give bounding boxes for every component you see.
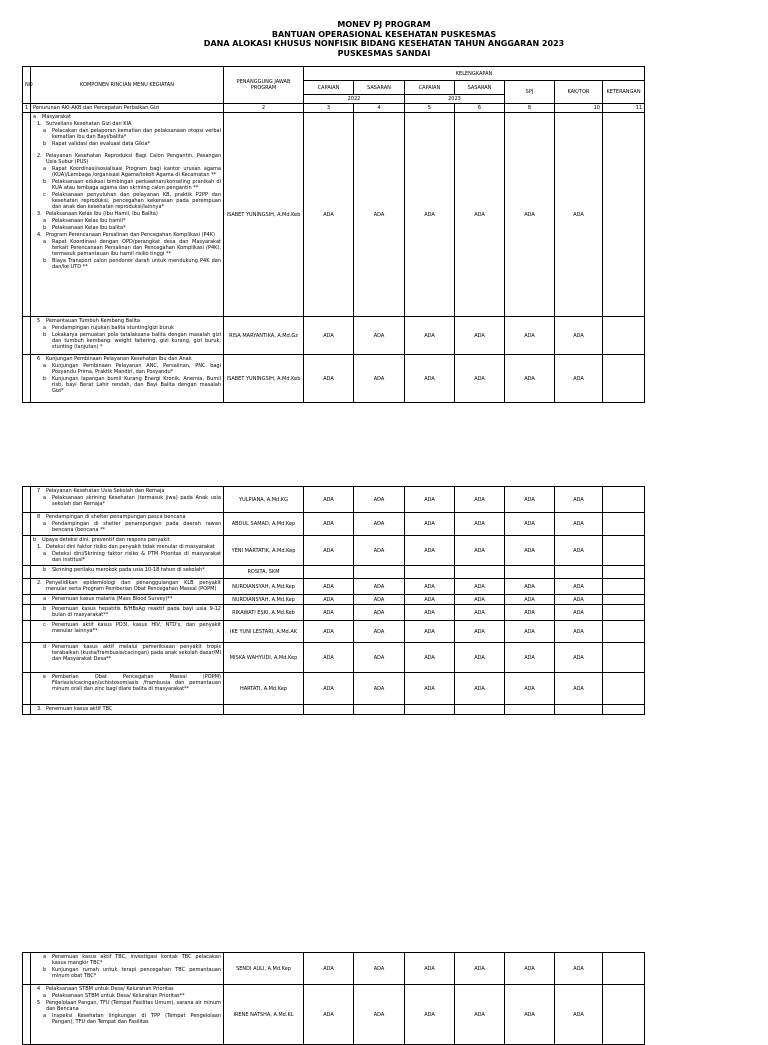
status-cell: ADA	[405, 579, 455, 595]
status-cell: ADA	[555, 953, 603, 985]
title-line4: PUSKESMAS SANDAI	[337, 48, 431, 58]
group-title: Program Perencanaan Persalinan dan Pencegahan Komplikasi (P4K)	[46, 232, 215, 238]
list-item: Pelaksanaan Kelas ibu balita*	[52, 225, 126, 231]
list-item: Biaya Transport calon pendonor darah untuk mendukung P4K dan dan/ke UTD **	[52, 258, 221, 270]
status-cell: ADA	[304, 317, 354, 355]
col-num: 3	[304, 104, 354, 113]
pj-name: ISABET YUNINGSIH, A.Md.Keb	[224, 355, 304, 403]
status-cell: ADA	[405, 621, 455, 643]
list-item: Pelaksanaan STBM untuk Desa/ Kelurahan Prioritas**	[52, 993, 185, 999]
status-cell: ADA	[555, 579, 603, 595]
group-title: Kunjungan Pembinaan Pelayanan Kesehatan Ibu dan Anak	[46, 356, 192, 362]
status-cell: ADA	[405, 643, 455, 673]
list-item: Pelaksanaan Kelas ibu hamil*	[52, 218, 126, 224]
status-cell: ADA	[455, 595, 505, 605]
status-cell: ADA	[555, 536, 603, 566]
status-cell: ADA	[455, 621, 505, 643]
status-cell: ADA	[405, 536, 455, 566]
status-cell: ADA	[354, 536, 405, 566]
pj-name: ROSITA, SKM	[224, 566, 304, 579]
status-cell: ADA	[354, 113, 405, 317]
status-cell: ADA	[304, 487, 354, 513]
status-cell: ADA	[505, 643, 555, 673]
pj-name: NURDIANSYAH, A.Md.Kep	[224, 579, 304, 595]
list-item: Rapat Koordinasi dengan OPD/perangkat desa dan Masyarakat terkait Perencanaan Persalinan dan Pencegahan Komplikasi (P4K), termasuk pemantauan ibu hamil risiko tinggi **	[52, 239, 221, 257]
monev-table-page3	[22, 952, 645, 1045]
status-cell: ADA	[304, 605, 354, 621]
header-spj: SPJ	[505, 81, 555, 104]
header-komponen: KOMPONEN RINCIAN MENU KEGIATAN	[31, 67, 224, 104]
status-cell: ADA	[354, 673, 405, 705]
status-cell: ADA	[405, 985, 455, 1045]
list-item: Rapat Koordinasi/sosialisasi Program bagi kantor urusan agama (KUA)/Lembaga /organisasi Agama/tokoh Agama di Kecamatan **	[52, 166, 221, 178]
status-cell: ADA	[505, 985, 555, 1045]
list-item: Penemuan aktif kasus PD3I, kasus HIV, NTD's, dan penyakit menular lainnya**	[52, 622, 221, 634]
pj-name: HARTATI, A.Md.Kep	[224, 673, 304, 705]
list-item: Kunjungan lapangan bumil Kurang Energi Kronik, Anemia, Bumil risti, bayi Berat Lahir rendah, dan Bayi Balita dengan masalah Gizi*	[52, 376, 221, 394]
status-cell: ADA	[455, 113, 505, 317]
status-cell: ADA	[304, 595, 354, 605]
status-cell: ADA	[455, 953, 505, 985]
status-cell: ADA	[304, 985, 354, 1045]
status-cell: ADA	[304, 579, 354, 595]
status-cell: ADA	[455, 536, 505, 566]
pj-name: YULPIANA, A.Md.KG	[224, 487, 304, 513]
status-cell: ADA	[555, 513, 603, 536]
pj-name: ABDUL SAMAD, A.Md.Kep	[224, 513, 304, 536]
header-sasaran-2022: SASARAN	[354, 81, 405, 95]
list-item: Deteksi dini/Skrining faktor risiko & PTM Prioritas di masyarakat dan institusi*	[52, 551, 221, 563]
status-cell: ADA	[304, 953, 354, 985]
status-cell: ADA	[555, 355, 603, 403]
pj-name: RISA MARYANTIKA, A.Md.Gz	[224, 317, 304, 355]
col-num: 1	[23, 104, 31, 113]
status-cell: ADA	[505, 605, 555, 621]
list-item: Kunjungan Pembinaan Pelayanan ANC, Persalinan, PNC bagi Posyandu Prima, Praktik Mandiri, dan Posyandu*	[52, 363, 221, 375]
col-num: 10	[555, 104, 603, 113]
status-cell: ADA	[455, 673, 505, 705]
list-item: Lokakarya pemuatan pola tatalaksana balita dengan masalah gizi dan tumbuh kembang: weight faltering, gizi kurang, gizi buruk, stunting (lanjutan) *	[52, 332, 221, 350]
status-cell: ADA	[405, 487, 455, 513]
status-cell: ADA	[354, 579, 405, 595]
header-kelengkapan: KELENGKAPAN	[304, 67, 645, 81]
header-pj: PENANGGUNG JAWAB PROGRAM	[224, 67, 304, 104]
status-cell: ADA	[555, 317, 603, 355]
status-cell: ADA	[354, 595, 405, 605]
status-cell: ADA	[304, 673, 354, 705]
status-cell: ADA	[304, 536, 354, 566]
list-item: Penemuan kasus malaria (Mass Blood Survey)**	[52, 596, 173, 602]
status-cell: ADA	[505, 953, 555, 985]
header-no: NO	[23, 67, 31, 104]
status-cell: ADA	[555, 113, 603, 317]
pj-name: IKE YUNI LESTARI, A.Md.AK	[224, 621, 304, 643]
list-item: Penemuan kasus aktif TBC, investigasi kontak TBC pelacakan kasus mangkir TBC*	[52, 954, 221, 966]
status-cell: ADA	[304, 513, 354, 536]
report-title	[0, 20, 768, 58]
status-cell: ADA	[505, 113, 555, 317]
pj-name: MISKA WAHYUDI, A.Md.Kep	[224, 643, 304, 673]
title-line1: MONEV PJ PROGRAM	[337, 20, 431, 29]
status-cell: ADA	[405, 953, 455, 985]
status-cell: ADA	[304, 355, 354, 403]
col-num: 2	[224, 104, 304, 113]
subsection-masyarakat: Masyarakat	[42, 114, 71, 120]
pj-name: ISABET YUNINGSIH, A.Md.Keb	[224, 113, 304, 317]
status-cell: ADA	[505, 355, 555, 403]
list-item: Pendampingan di shelter penampungan pada daerah rawan bencana (bencana **	[52, 521, 221, 533]
status-cell: ADA	[505, 536, 555, 566]
status-cell: ADA	[455, 643, 505, 673]
pj-name: IRENE NATSHA, A.Md.KL	[224, 985, 304, 1045]
list-item: Penemuan kasus aktif melalui pemeriksaan penyakit tropis terabaikan (kusta/frambusia/cacingan) pada anak sekolah dasar/MI dan Masyarakat Desa**	[52, 644, 221, 662]
group-title: Deteksi dini faktor risiko dan penyakit tidak menular di masyarakat	[46, 544, 215, 550]
status-cell: ADA	[354, 513, 405, 536]
col-num: 11	[603, 104, 645, 113]
monev-table-page2: 7 Pelayanan Kesehatan Usia Sekolah dan Remaja a Pelaksanaan skrining Kesehatan (termasuk jiwa) pada Anak usia sekolah dan Remaja* YULPIANA, A.Md.KG ADA ADA ADA ADA ADA ADA 8 Pendampingan di shelter penampungan pasca bencana a Pendampingan di shelter penampungan pada daerah rawan bencana (bencana ** ABDUL SAMAD, A.Md.Kep ADA ADA ADA ADA ADA ADA b Upaya deteksi dini, preventif dan respons penyakit 1. Deteksi dini faktor risiko dan penyakit tidak menular di masyarakat a Deteksi dini/Skrining faktor risiko & PTM Prioritas di masyarakat dan institusi* YENI MARTATIK, A.Md.Kep ADA ADA ADA ADA ADA ADA b Skrining perilaku merokok pada usia 10-18 tahun di sekolah* ROSITA, SKM 2. Penyelidikan epidemiologi dan penanggulangan KLB penyakit menular serta Program Pemberian Obat Pencegahan Massal (POPM) NURDIANSYAH, A.Md.Kep ADA ADA ADA ADA ADA ADA a Penemuan kasus malaria (Mass Blood Survey)** NURDIANSYAH, A.Md.Kep ADA ADA ADA ADA ADA ADA b Penemuan kasus hepatitis B/HBsAg reaktif pada bayi usia 9-12 bulan di masyarakat** RIKAWATI ESKI, A.Md.Keb ADA ADA ADA ADA ADA ADA c Penemuan aktif kasus PD3I, kasus HIV, NTD's, dan penyakit menular lainnya** IKE YUNI LESTARI, A.Md.AK ADA ADA ADA ADA ADA ADA d Penemuan kasus aktif melalui pemeriksaan penyakit tropis terabaikan (kusta/frambusia/cacingan) pada anak sekolah dasar/MI dan Masyarakat Desa** MISKA WAHYUDI, A.Md.Kep ADA ADA ADA ADA ADA ADA e Pemberian Obat Pencegahan Massal (POPM) Filariasis/cacingan/schistosomiasis /frambusia dan pemantauan minum orali dan zinc bagi diare balita di masyarakat** HARTATI, A.Md.Kep ADA ADA ADA ADA ADA ADA 3. Penemuan kasus aktif TBC	[22, 486, 645, 715]
status-cell: ADA	[455, 985, 505, 1045]
header-kak: KAK/TOR	[555, 81, 603, 104]
content-block-7: 7 Pelayanan Kesehatan Usia Sekolah dan Remaja a Pelaksanaan skrining Kesehatan (termasuk jiwa) pada Anak usia sekolah dan Remaja*	[31, 487, 224, 513]
list-item: Skrining perilaku merokok pada usia 10-18 tahun di sekolah*	[52, 567, 205, 573]
status-cell: ADA	[354, 643, 405, 673]
status-cell: ADA	[555, 595, 603, 605]
status-cell: ADA	[555, 985, 603, 1045]
status-cell: ADA	[505, 621, 555, 643]
list-item: Pelaksanaan penyuluhan dan pelayanan KB, praktik P2PP dan kesehatan reproduksi, pencegahan kekerasan pada perempuan dan anak dan kesehatan reproduksi/lainnya*	[52, 192, 221, 210]
status-cell: ADA	[505, 487, 555, 513]
group-title: Penyelidikan epidemiologi dan penanggulangan KLB penyakit menular serta Program Pemberian Obat Pencegahan Massal (POPM)	[46, 580, 221, 592]
status-cell: ADA	[354, 605, 405, 621]
group-title: Pelayanan Kesehatan Usia Sekolah dan Remaja	[46, 488, 165, 494]
header-year-2022: 2022	[304, 95, 405, 104]
status-cell: ADA	[455, 317, 505, 355]
content-block-1: a Masyarakat 1. Surveilans Kesehatan Gizi dan KIA a Pelacakan dan pelaporan kematian dan pelaksanaan otopsi verbal kematian ibu dan Bayi/balita* b Rapat validasi dan evaluasi data Gikia* 2. Pelayanan Kesehatan Reproduksi Bagi Calon Pengantin, Pasangan Usia Subur (PUS) a Rapat Koordinasi/sosialisasi Program bagi kantor urusan agama (KUA)/Lembaga /organisasi Agama/tokoh Agama di Kecamatan ** b Pelaksanaan edukasi bimbingan perkawinan/konseling pranikah di KUA atau lembaga agama dan skrining calon pengantin ** c Pelaksanaan penyuluhan dan pelayanan KB, praktik P2PP dan kesehatan reproduksi, pencegahan kekerasan pada perempuan dan anak dan kesehatan reproduksi/lainnya* 3. Pelaksanaan Kelas Ibu (Ibu Hamil, Ibu Balita) a Pelaksanaan Kelas ibu hamil* b Pelaksanaan Kelas ibu balita* 4. Program Perencanaan Persalinan dan Pencegahan Komplikasi (P4K) a Rapat Koordinasi dengan OPD/perangkat desa dan Masyarakat terkait Perencanaan Persalinan dan Pencegahan Komplikasi (P4K), termasuk pemantauan ibu hamil risiko tinggi ** b Biaya Transport calon pendonor darah untuk mendukung P4K dan dan/ke UTD **	[31, 113, 224, 317]
group-title: Penemuan kasus aktif TBC	[46, 706, 113, 712]
pj-name: YENI MARTATIK, A.Md.Kep	[224, 536, 304, 566]
status-cell: ADA	[304, 643, 354, 673]
status-cell: ADA	[455, 579, 505, 595]
status-cell: ADA	[354, 953, 405, 985]
title-line2: BANTUAN OPERASIONAL KESEHATAN PUSKESMAS	[271, 29, 497, 39]
status-cell: ADA	[304, 621, 354, 643]
status-cell: ADA	[405, 595, 455, 605]
title-line3: DANA ALOKASI KHUSUS NONFISIK BIDANG KESEHATAN TAHUN ANGGARAN 2023	[203, 39, 565, 48]
status-cell: ADA	[354, 317, 405, 355]
pj-name: SENDI AULI, A.Md.Kep	[224, 953, 304, 985]
header-capaian-2022: CAPAIAN	[304, 81, 354, 95]
status-cell: ADA	[555, 487, 603, 513]
content-block-stbm: 4 Pelaksanaan STBM untuk Desa/ Kelurahan Prioritas a Pelaksanaan STBM untuk Desa/ Kelurahan Prioritas** 5 Pengelolaan Pangan, TFU (Tempat Fasilitas Umum), sarana air minum dan Bencana a Inspeksi Kesehatan lingkungan di TPP (Tempat Pengelolaan Pangan), TFU dan Tempat dan Fasilitas	[31, 985, 224, 1045]
status-cell: ADA	[455, 355, 505, 403]
list-item: Pelaksanaan edukasi bimbingan perkawinan/konseling pranikah di KUA atau lembaga agama dan skrining calon pengantin **	[52, 179, 221, 191]
status-cell: ADA	[405, 355, 455, 403]
monev-table-page1	[22, 66, 645, 403]
header-year-2023: 2023	[405, 95, 505, 104]
status-cell: ADA	[354, 487, 405, 513]
list-item: Inspeksi Kesehatan lingkungan di TPP (Tempat Pengelolaan Pangan), TFU dan Tempat dan Fasilitas	[52, 1013, 221, 1025]
pj-name: RIKAWATI ESKI, A.Md.Keb	[224, 605, 304, 621]
status-cell: ADA	[505, 317, 555, 355]
group-title: Pelayanan Kesehatan Reproduksi Bagi Calon Pengantin, Pasangan Usia Subur (PUS)	[46, 153, 221, 165]
status-cell: ADA	[555, 673, 603, 705]
pj-name: NURDIANSYAH, A.Md.Kep	[224, 595, 304, 605]
list-item: Pemberian Obat Pencegahan Massal (POPM) Filariasis/cacingan/schistosomiasis /frambusia dan pemantauan minum orali dan zinc bagi diare balita di masyarakat**	[52, 674, 221, 692]
status-cell: ADA	[505, 595, 555, 605]
status-cell: ADA	[405, 317, 455, 355]
col-num: 6	[455, 104, 505, 113]
subsection-deteksi: Upaya deteksi dini, preventif dan respons penyakit	[42, 537, 170, 543]
status-cell: ADA	[405, 113, 455, 317]
group-title: Pelaksanaan STBM untuk Desa/ Kelurahan Prioritas	[46, 986, 174, 992]
list-item: Pelaksanaan skrining Kesehatan (termasuk jiwa) pada Anak usia sekolah dan Remaja*	[52, 495, 221, 507]
header-sasaran-2023: SASARAN	[455, 81, 505, 95]
status-cell: ADA	[505, 513, 555, 536]
status-cell: ADA	[354, 985, 405, 1045]
status-cell: ADA	[455, 513, 505, 536]
list-item: Kunjungan rumah untuk terapi pencegahan TBC pemantauan minum obat TBC*	[52, 967, 221, 979]
list-item: Penemuan kasus hepatitis B/HBsAg reaktif pada bayi usia 9-12 bulan di masyarakat**	[52, 606, 221, 618]
list-item: Pelacakan dan pelaporan kematian dan pelaksanaan otopsi verbal kematian ibu dan Bayi/balita*	[52, 128, 221, 140]
status-cell: ADA	[354, 621, 405, 643]
status-cell: ADA	[555, 643, 603, 673]
col-num: 4	[354, 104, 405, 113]
status-cell: ADA	[405, 513, 455, 536]
col-num: 5	[405, 104, 455, 113]
content-block-3: 6 Kunjungan Pembinaan Pelayanan Kesehatan Ibu dan Anak a Kunjungan Pembinaan Pelayanan ANC, Persalinan, PNC bagi Posyandu Prima, Praktik Mandiri, dan Posyandu* b Kunjungan lapangan bumil Kurang Energi Kronik, Anemia, Bumil risti, bayi Berat Lahir rendah, dan Bayi Balita dengan masalah Gizi*	[31, 355, 224, 403]
group-title: Pendampingan di shelter penampungan pasca bencana	[46, 514, 186, 520]
col-num: 8	[505, 104, 555, 113]
list-item: Pendampingan rujukan balita stunting/gizi buruk	[52, 325, 174, 331]
status-cell: ADA	[304, 113, 354, 317]
section-title: Penurunan AKI-AKB dan Percepatan Perbaikan Gizi	[31, 104, 224, 113]
status-cell: ADA	[505, 579, 555, 595]
list-item: Rapat validasi dan evaluasi data Gikia*	[52, 141, 151, 147]
status-cell: ADA	[555, 605, 603, 621]
header-capaian-2023: CAPAIAN	[405, 81, 455, 95]
status-cell: ADA	[405, 673, 455, 705]
status-cell: ADA	[455, 487, 505, 513]
content-block-b1: b Upaya deteksi dini, preventif dan respons penyakit 1. Deteksi dini faktor risiko dan penyakit tidak menular di masyarakat a Deteksi dini/Skrining faktor risiko & PTM Prioritas di masyarakat dan institusi*	[31, 536, 224, 566]
content-block-8: 8 Pendampingan di shelter penampungan pasca bencana a Pendampingan di shelter penampungan pada daerah rawan bencana (bencana **	[31, 513, 224, 536]
status-cell: ADA	[405, 605, 455, 621]
content-block-tbc: a Penemuan kasus aktif TBC, investigasi kontak TBC pelacakan kasus mangkir TBC* b Kunjungan rumah untuk terapi pencegahan TBC pemantauan minum obat TBC*	[31, 953, 224, 985]
status-cell: ADA	[455, 605, 505, 621]
status-cell: ADA	[354, 355, 405, 403]
content-block-2: 5 Pemantauan Tumbuh Kembang Balita a Pendampingan rujukan balita stunting/gizi buruk b Lokakarya pemuatan pola tatalaksana balita dengan masalah gizi dan tumbuh kembang: weight faltering, gizi kurang, gizi buruk, stunting (lanjutan) *	[31, 317, 224, 355]
group-title: Pengelolaan Pangan, TFU (Tempat Fasilitas Umum), sarana air minum dan Bencana	[46, 1000, 221, 1012]
group-title: Pemantauan Tumbuh Kembang Balita	[46, 318, 140, 324]
header-keterangan: KETERANGAN	[603, 81, 645, 104]
status-cell: ADA	[555, 621, 603, 643]
group-title: Pelaksanaan Kelas Ibu (Ibu Hamil, Ibu Balita)	[46, 211, 158, 217]
status-cell: ADA	[505, 673, 555, 705]
group-title: Surveilans Kesehatan Gizi dan KIA	[46, 121, 132, 127]
